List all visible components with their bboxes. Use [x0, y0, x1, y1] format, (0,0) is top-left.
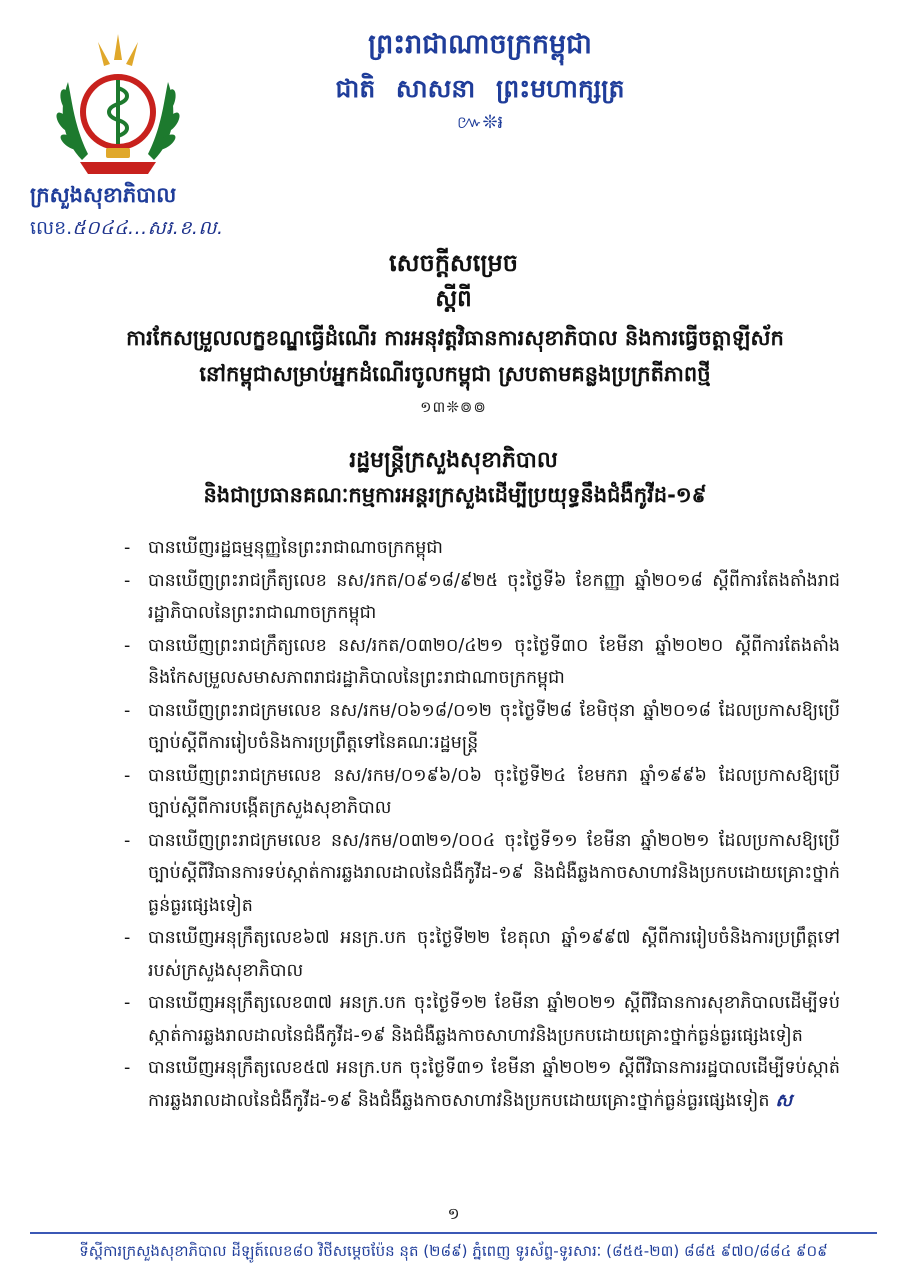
list-item-text: បានឃើញរដ្ឋធម្មនុញ្ញនៃព្រះរាជាណាចក្រកម្ពុជា	[148, 538, 443, 558]
subject-line-1: ការកែសម្រួលលក្ខខណ្ឌធ្វើដំណើរ ការអនុវត្តវិធានការសុខាភិបាល និងការធ្វើចត្តាឡីស័ក	[126, 326, 784, 350]
handwritten-initials: ស	[775, 1090, 793, 1111]
list-item	[118, 825, 840, 923]
ministry-emblem-logo	[52, 30, 184, 180]
document-about: ស្តីពី	[435, 286, 472, 312]
list-item-text: បានឃើញព្រះរាជក្រមលេខ នស/រកម/០៣២១/០០៤ ចុះថ្ងៃទី១១ ខែមីនា ឆ្នាំ២០២១ ដែលប្រកាសឱ្យប្រើច្បាប់ស្តីពីវិធានការទប់ស្កាត់ការឆ្លងរាលដាលនៃជំងឺកូវីដ-១៩ និងជំងឺឆ្លងកាចសាហាវនិងប្រកបដោយគ្រោះថ្នាក់ធ្ងន់ធ្ងរផ្សេងទៀត	[148, 830, 840, 916]
list-item	[118, 565, 840, 630]
reference-number	[30, 216, 250, 244]
bullet-dash: -	[124, 765, 131, 786]
document-number-ornament: ១៣❊៙៙	[420, 398, 487, 416]
ornament-divider: ៚❊៛	[456, 112, 504, 133]
bullet-dash: -	[124, 635, 131, 656]
page-number: ១	[447, 1204, 460, 1223]
issuer-chair: និងជាប្រធានគណៈកម្មការអន្តរក្រសួងដើម្បីប្រយុទ្ធនឹងជំងឺកូវីដ-១៩	[203, 483, 707, 507]
kingdom-title: ព្រះរាជាណាចក្រកម្ពុជា	[368, 29, 592, 60]
list-item-text: បានឃើញព្រះរាជក្រមលេខ នស/រកម/០៦១៨/០១២ ចុះថ្ងៃទី២៨ ខែមិថុនា ឆ្នាំ២០១៨ ដែលប្រកាសឱ្យប្រើច្បាប់ស្តីពីការរៀបចំនិងការប្រព្រឹត្តទៅនៃគណៈរដ្ឋមន្ត្រី	[148, 700, 840, 753]
bullet-dash: -	[124, 928, 131, 948]
bullet-dash: -	[124, 700, 131, 721]
list-item-text: បានឃើញព្រះរាជក្រឹត្យលេខ នស/រកត/០៣២០/៤២១ ចុះថ្ងៃទី៣០ ខែមីនា ឆ្នាំ២០២០ ស្តីពីការតែងតាំងនិងកែសម្រួលសមាសភាពរាជរដ្ឋាភិបាលនៃព្រះរាជាណាចក្រកម្ពុជា	[148, 635, 840, 688]
list-item	[118, 1052, 840, 1117]
issuer-minister: រដ្ឋមន្ត្រីក្រសួងសុខាភិបាល	[349, 448, 558, 473]
bullet-dash: -	[124, 570, 131, 591]
reference-label: លេខ.	[30, 217, 73, 239]
footer-divider	[30, 1232, 877, 1234]
bullet-dash: -	[124, 830, 131, 851]
list-item-text: បានឃើញព្រះរាជក្រមលេខ នស/រកម/០១៩៦/០៦ ចុះថ្ងៃទី២៤ ខែមករា ឆ្នាំ១៩៩៦ ដែលប្រកាសឱ្យប្រើច្បាប់ស្តីពីការបង្កើតក្រសួងសុខាភិបាល	[148, 765, 840, 818]
ministry-name: ក្រសួងសុខាភិបាល	[30, 183, 177, 207]
bullet-dash: -	[124, 1058, 131, 1078]
list-item	[118, 695, 840, 760]
reference-value: ៥០៤៤...សរ.ខ.ល.	[72, 217, 224, 239]
subject-line-2: នៅកម្ពុជាសម្រាប់អ្នកដំណើរចូលកម្ពុជា ស្របតាមគន្លងប្រក្រតីភាពថ្មី	[199, 362, 711, 386]
list-item-text: បានឃើញអនុក្រឹត្យលេខ៣៧ អនក្រ.បក ចុះថ្ងៃទី១២ ខែមីនា ឆ្នាំ២០២១ ស្តីពីវិធានការសុខាភិបាលដើម្បីទប់ស្កាត់ការឆ្លងរាលដាលនៃជំងឺកូវីដ-១៩ និងជំងឺឆ្លងកាចសាហាវនិងប្រកបដោយគ្រោះថ្នាក់ធ្ងន់ធ្ងរផ្សេងទៀត	[148, 993, 840, 1046]
document-type: សេចក្តីសម្រេច	[388, 249, 519, 277]
bullet-dash: -	[124, 538, 131, 558]
national-motto: ជាតិ សាសនា ព្រះមហាក្សត្រ	[335, 74, 625, 103]
list-item	[118, 630, 840, 695]
footer-address: ទីស្តីការក្រសួងសុខាភិបាល ដីឡូត៍លេខ៨០ វិថីសម្តេចប៉ែន នុត (២៨៩) ភ្នំពេញ ទូរស័ព្ទ-ទូរសារៈ (៨៥៥-២៣) ៨៨៥ ៩៧០/៨៨៤ ៩០៩	[79, 1242, 828, 1260]
list-item	[118, 987, 840, 1052]
legal-basis-list	[118, 532, 840, 1117]
list-item	[118, 922, 840, 987]
list-item	[118, 760, 840, 825]
list-item-text: បានឃើញអនុក្រឹត្យលេខ៦៧ អនក្រ.បក ចុះថ្ងៃទី២២ ខែតុលា ឆ្នាំ១៩៩៧ ស្តីពីការរៀបចំនិងការប្រព្រឹត្តទៅរបស់ក្រសួងសុខាភិបាល	[148, 928, 840, 981]
list-item-text: បានឃើញអនុក្រឹត្យលេខ៥៧ អនក្រ.បក ចុះថ្ងៃទី៣១ ខែមីនា ឆ្នាំ២០២១ ស្តីពីវិធានការរដ្ឋបាលដើម្បីទប់ស្កាត់ការឆ្លងរាលដាលនៃជំងឺកូវីដ-១៩ និងជំងឺឆ្លងកាចសាហាវនិងប្រកបដោយគ្រោះថ្នាក់ធ្ងន់ធ្ងរផ្សេងទៀត	[148, 1058, 840, 1111]
list-item	[118, 532, 840, 565]
document-subject	[60, 320, 850, 392]
list-item-text: បានឃើញព្រះរាជក្រឹត្យលេខ នស/រកត/០៩១៨/៩២៥ ចុះថ្ងៃទី៦ ខែកញ្ញា ឆ្នាំ២០១៨ ស្តីពីការតែងតាំងរាជរដ្ឋាភិបាលនៃព្រះរាជាណាចក្រកម្ពុជា	[148, 570, 840, 623]
bullet-dash: -	[124, 993, 131, 1013]
